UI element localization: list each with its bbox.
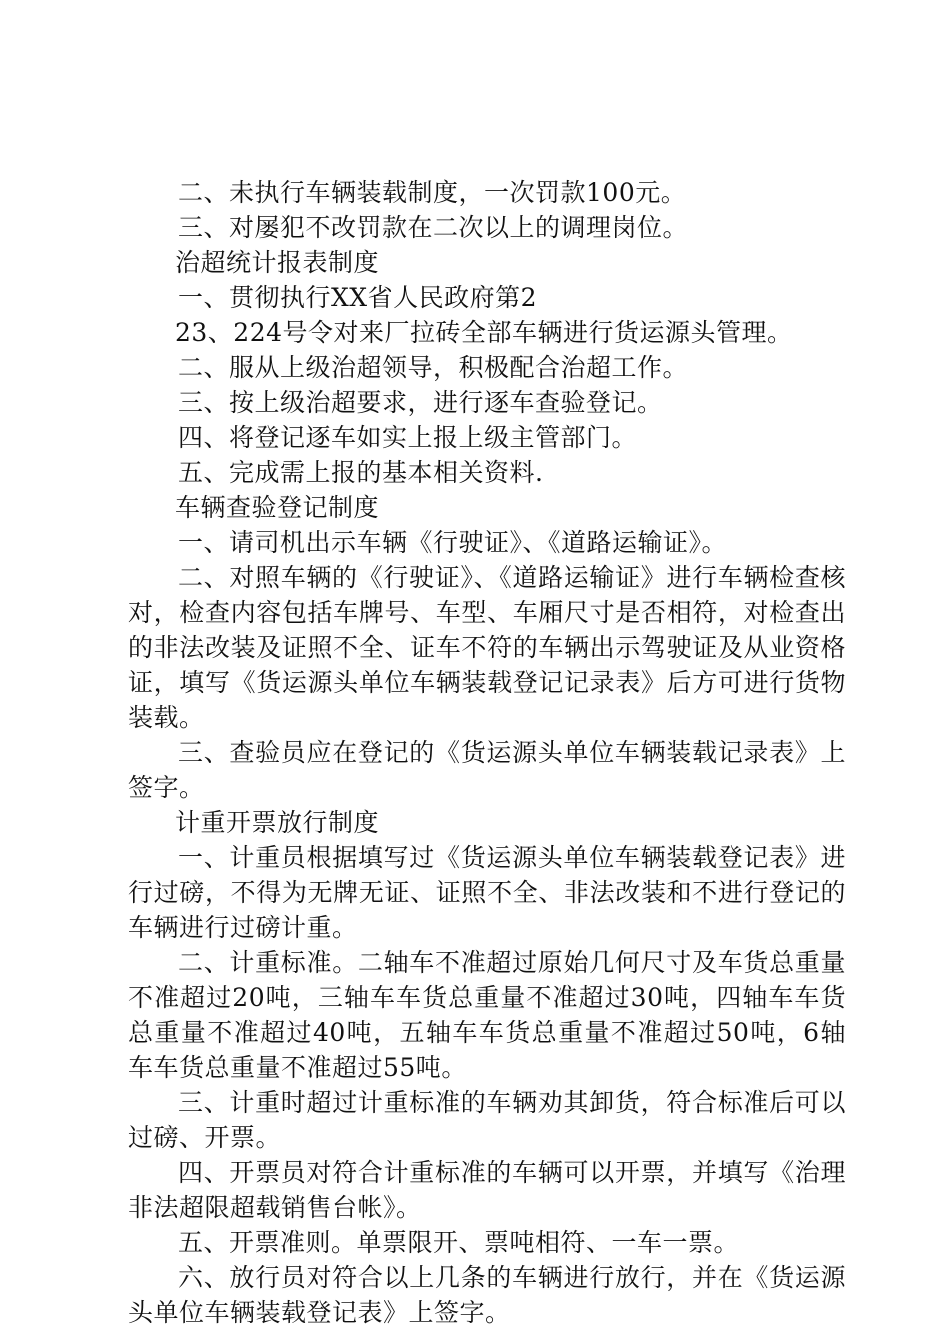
paragraph-implement-order-part1: 一、贯彻执行XX省人民政府第2 [178, 283, 538, 312]
paragraph-obey-leadership: 二、服从上级治超领导，积极配合治超工作。 [178, 353, 689, 382]
paragraph-show-licenses: 一、请司机出示车辆《行驶证》、《道路运输证》。 [178, 528, 728, 557]
paragraph-submit-materials: 五、完成需上报的基本相关资料. [178, 458, 544, 487]
paragraph-check-vehicle: 二、对照车辆的《行驶证》、《道路运输证》进行车辆检查核对，检查内容包括车牌号、车型、车厢尺寸是否相符，对检查出的非法改装及证照不全、证车不符的车辆出示驾驶证及从业资格证，填写《货运源头单位车辆装载登记记录表》后方可进行货物装载。 [128, 563, 846, 732]
paragraph-repeat-offender: 三、对屡犯不改罚款在二次以上的调理岗位。 [178, 213, 689, 242]
paragraph-release-officer: 六、放行员对符合以上几条的车辆进行放行，并在《货运源头单位车辆装载登记表》上签字。 [128, 1263, 846, 1327]
paragraph-ticket-rules: 五、开票准则。单票限开、票吨相符、一车一票。 [178, 1228, 740, 1257]
paragraph-ticket-issuer: 四、开票员对符合计重标准的车辆可以开票，并填写《治理非法超限超载销售台帐》。 [128, 1158, 846, 1222]
paragraph-overweight-unload: 三、计重时超过计重标准的车辆劝其卸货，符合标准后可以过磅、开票。 [128, 1088, 846, 1152]
section-heading-statistics-report: 治超统计报表制度 [175, 248, 380, 277]
paragraph-vehicle-inspection: 三、按上级治超要求，进行逐车查验登记。 [178, 388, 663, 417]
section-heading-weighing-ticketing: 计重开票放行制度 [175, 808, 380, 837]
section-heading-vehicle-inspection: 车辆查验登记制度 [175, 493, 380, 522]
paragraph-weigher-rules: 一、计重员根据填写过《货运源头单位车辆装载登记表》进行过磅，不得为无牌无证、证照不全、非法改装和不进行登记的车辆进行过磅计重。 [128, 843, 846, 942]
paragraph-inspector-sign: 三、查验员应在登记的《货运源头单位车辆装载记录表》上签字。 [128, 738, 846, 802]
paragraph-implement-order-part2: 23、224号令对来厂拉砖全部车辆进行货运源头管理。 [175, 318, 793, 347]
paragraph-report-upward: 四、将登记逐车如实上报上级主管部门。 [178, 423, 638, 452]
paragraph-penalty-fine: 二、未执行车辆装载制度，一次罚款100元。 [178, 178, 687, 207]
paragraph-weight-standards: 二、计重标准。二轴车不准超过原始几何尺寸及车货总重量不准超过20吨，三轴车车货总重量不准超过30吨，四轴车车货总重量不准超过40吨，五轴车车货总重量不准超过50吨，6轴车车货总重量不准超过55吨。 [128, 948, 846, 1082]
document-body [128, 175, 846, 1330]
